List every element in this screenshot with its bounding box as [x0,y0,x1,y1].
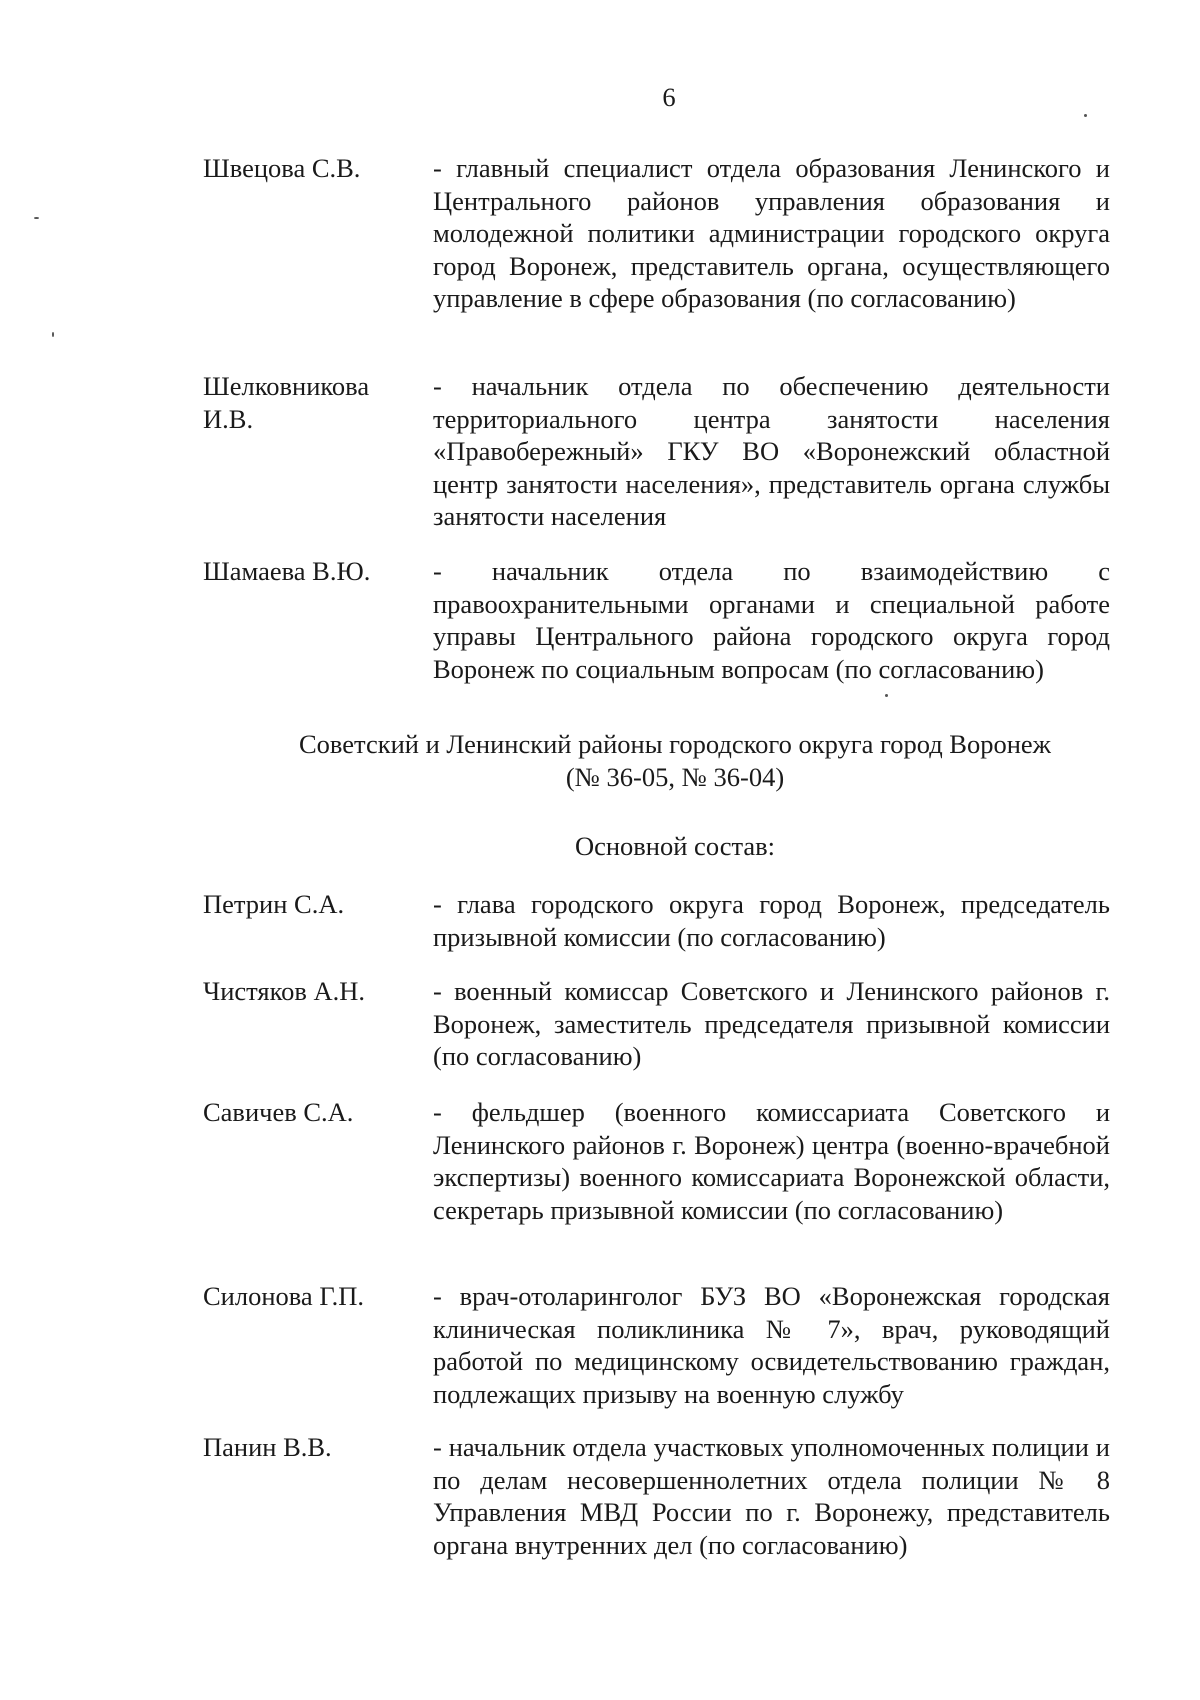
member-role: - главный специалист отдела образования Ленинского и Центрального районов управления образования и молодежной политики администрации городского округа город Воронеж, представитель органа, осуществляющего управление в сфере образования (по согласованию) [433,153,1110,313]
member-role: - начальник отдела по взаимодействию с правоохранительными органами и специальной работе управы Центрального района городского округа город Воронеж по социальным вопросам (по согласованию) [433,556,1110,684]
member-name: Шамаева В.Ю. [203,556,371,586]
member-name: Чистяков А.Н. [203,976,366,1006]
member-name: Петрин С.А. [203,889,345,919]
member-role: - фельдшер (военного комиссариата Советского и Ленинского районов г. Воронеж) центра (военно-врачебной экспертизы) военного комиссариата Воронежской области, секретарь призывной комиссии (по согласованию) [433,1097,1110,1225]
member-role: - начальник отдела по обеспечению деятельности территориального центра занятости населения «Правобережный» ГКУ ВО «Воронежский областной центр занятости населения», представитель органа службы занятости населения [433,371,1110,531]
scan-speck [1084,114,1087,117]
scan-speck [52,332,54,337]
scan-speck [885,694,888,697]
member-role: - военный комиссар Советского и Ленинского районов г. Воронеж, заместитель председателя призывной комиссии (по согласованию) [433,976,1110,1071]
section-subheading: Основной состав: [574,831,776,861]
member-name: Шелковникова И.В. [203,371,370,434]
section-heading-title: Советский и Ленинский районы городского округа город Воронеж [299,729,1051,759]
scan-speck [34,217,39,219]
member-name: Силонова Г.П. [203,1281,365,1311]
page-number: 6 [662,82,676,112]
member-role: - врач-отоларинголог БУЗ ВО «Воронежская городская клиническая поликлиника № 7», врач, руководящий работой по медицинскому освидетельствованию граждан, подлежащих призыву на военную службу [433,1281,1110,1409]
member-name: Савичев С.А. [203,1097,354,1127]
section-heading-numbers: (№ 36-05, № 36-04) [565,761,785,792]
member-name: Швецова С.В. [203,153,361,183]
member-name: Панин В.В. [203,1432,332,1462]
member-role: - начальник отдела участковых уполномоченных полиции и по делам несовершеннолетних отдела полиции № 8 Управления МВД России по г. Воронежу, представитель органа внутренних дел (по согласованию) [433,1432,1110,1560]
section-heading [200,728,1150,793]
member-role: - глава городского округа город Воронеж, председатель призывной комиссии (по согласованию) [433,889,1110,952]
